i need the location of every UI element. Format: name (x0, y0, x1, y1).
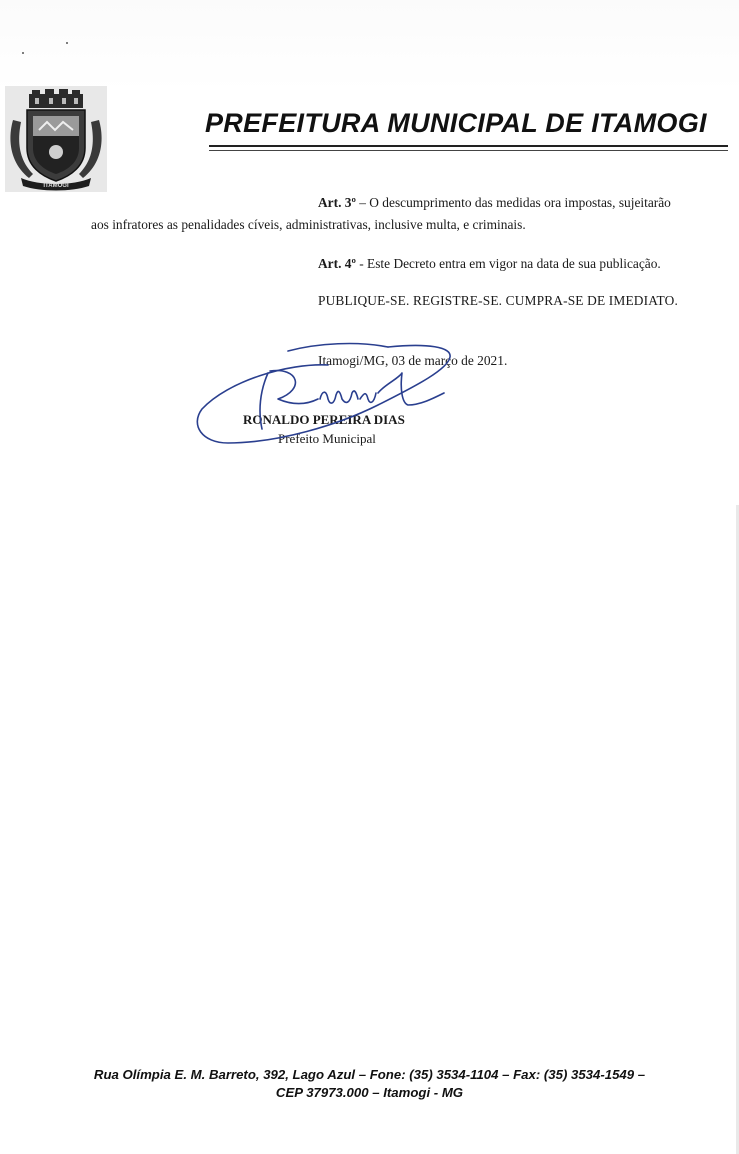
signatory-role: Prefeito Municipal (278, 431, 376, 446)
footer-address (0, 1066, 739, 1102)
scan-speck (22, 52, 24, 54)
title-underline (209, 145, 728, 147)
article-4-label: Art. 4º (318, 256, 356, 271)
footer-line-1: Rua Olímpia E. M. Barreto, 392, Lago Azul – Fone: (35) 3534-1104 – Fax: (35) 3534-1549 – (93, 1067, 646, 1082)
article-3-text: – O descumprimento das medidas ora impostas, sujeitarão (355, 195, 671, 210)
article-3-line1 (318, 195, 671, 211)
article-4-text: - Este Decreto entra em vigor na data de sua publicação. (355, 256, 661, 271)
place-and-date: Itamogi/MG, 03 de março de 2021. (318, 353, 508, 368)
article-3-label: Art. 3º (318, 195, 356, 210)
crest-ribbon-text: ITAMOGI (43, 183, 69, 189)
municipal-crest-icon (5, 86, 107, 192)
title-underline-thin (209, 150, 728, 151)
scan-speck (66, 42, 68, 44)
publish-statement: PUBLIQUE-SE. REGISTRE-SE. CUMPRA-SE DE IMEDIATO. (318, 293, 678, 308)
article-4 (318, 256, 661, 272)
signatory-name: RONALDO PEREIRA DIAS (243, 412, 405, 427)
page-title: PREFEITURA MUNICIPAL DE ITAMOGI (205, 108, 707, 138)
article-3-line2: aos infratores as penalidades cíveis, administrativas, inclusive multa, e criminais. (91, 217, 526, 232)
handwritten-signature-icon (188, 333, 528, 453)
footer-line-2: CEP 37973.000 – Itamogi - MG (275, 1085, 464, 1100)
